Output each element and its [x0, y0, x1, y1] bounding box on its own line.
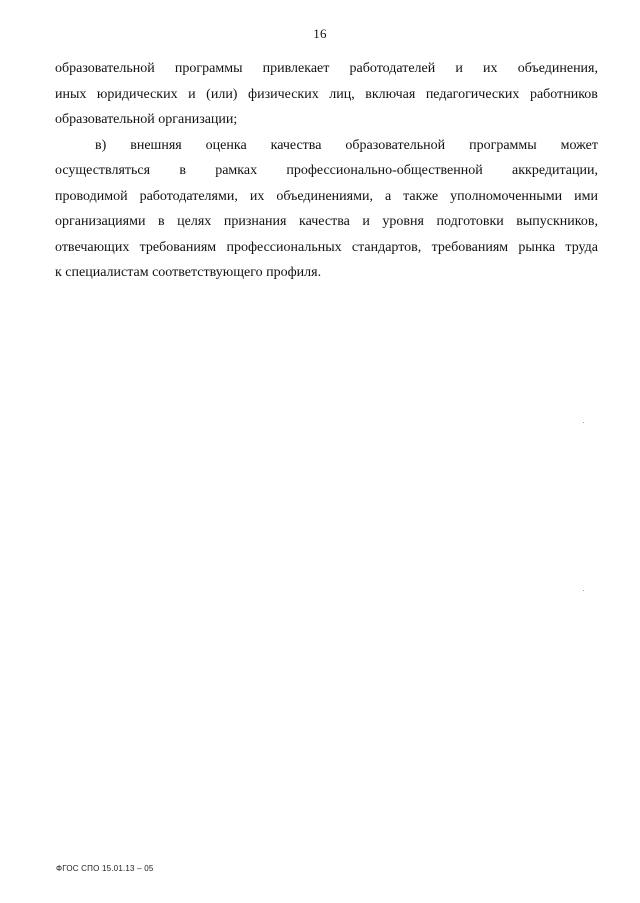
word: рамках — [215, 163, 258, 178]
word: требованиям — [139, 239, 217, 255]
text-line — [55, 184, 598, 210]
word: их — [483, 61, 498, 76]
word: внешняя — [130, 137, 182, 153]
list-marker: в) — [95, 137, 107, 153]
word: юридических — [96, 86, 178, 102]
word: а — [384, 188, 392, 204]
word: стандартов, — [351, 239, 422, 255]
word: профессионально-общественной — [286, 163, 483, 178]
word: лиц, — [329, 86, 355, 102]
text-line — [55, 235, 598, 261]
word: работников — [529, 86, 598, 102]
word: объединения, — [517, 61, 598, 76]
scan-speck — [583, 422, 584, 423]
word: и — [455, 61, 463, 76]
text-line — [55, 158, 598, 184]
word: требованиям — [431, 239, 509, 255]
word: объединениями, — [276, 188, 373, 204]
word: целях — [177, 214, 212, 229]
word: в — [158, 214, 165, 229]
word: физических — [248, 86, 319, 102]
word: и — [188, 86, 196, 102]
document-code-footer: ФГОС СПО 15.01.13 – 05 — [56, 864, 154, 873]
text-line — [55, 133, 598, 159]
word: качества — [299, 214, 350, 229]
word: и — [362, 214, 370, 229]
text-line: образовательной организации; — [55, 112, 238, 127]
word: привлекает — [262, 61, 330, 76]
word: труда — [565, 239, 598, 255]
word: ими — [574, 188, 598, 204]
word: иных — [55, 86, 87, 102]
text-line — [55, 56, 598, 82]
word: качества — [270, 137, 322, 153]
word: уровня — [382, 214, 424, 229]
word: работодателями, — [139, 188, 238, 204]
word: проводимой — [55, 188, 128, 204]
text-line — [55, 209, 598, 235]
text-line: к специалистам соответствующего профиля. — [55, 265, 322, 280]
word: в — [179, 163, 186, 178]
word: их — [249, 188, 265, 204]
scan-speck — [583, 590, 584, 591]
word: профессиональных — [226, 239, 342, 255]
word: может — [560, 137, 598, 153]
word: осуществляться — [55, 163, 151, 178]
word: (или) — [206, 86, 238, 102]
word: рынка — [518, 239, 556, 255]
word: программы — [174, 61, 243, 76]
word: образовательной — [345, 137, 446, 153]
word: уполномоченными — [450, 188, 563, 204]
word: организациями — [55, 214, 146, 229]
word: аккредитации, — [512, 163, 598, 178]
word: оценка — [205, 137, 247, 153]
word: подготовки — [436, 214, 504, 229]
word: педагогических — [425, 86, 520, 102]
word: образовательной — [55, 61, 155, 76]
word: работодателей — [349, 61, 436, 76]
word: включая — [365, 86, 416, 102]
text-line — [55, 82, 598, 108]
document-body — [55, 56, 598, 286]
word: отвечающих — [55, 239, 130, 255]
page-number: 16 — [313, 26, 327, 41]
paragraph-1 — [55, 56, 598, 133]
word: программы — [469, 137, 537, 153]
word: также — [403, 188, 439, 204]
paragraph-2 — [55, 133, 598, 286]
word: признания — [223, 214, 287, 229]
word: выпускников, — [516, 214, 598, 229]
